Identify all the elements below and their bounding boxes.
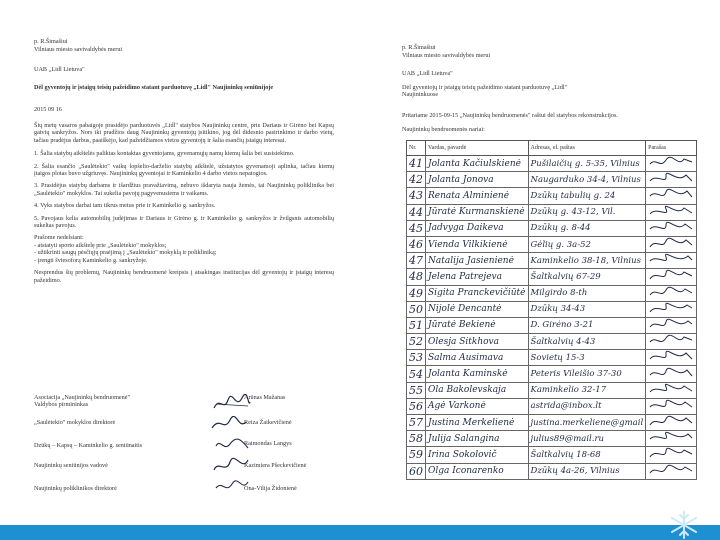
table-row [407,431,697,447]
signature-scribble [214,436,250,454]
row-number: 53 [407,350,426,366]
signature-scribble [648,447,694,460]
paragraph: 2. Šalia esančio „Saulėtekio" vaikų lopšelio-darželio statybų aikštelė, užstatytos gyvenamoji aplinka, tačiau kiemų įtaigos plotas buvo užgriuvęs. Naujininkų gyventojai ir Kaminkelio 4 darbo vietos nepatogios. [34,162,334,178]
signature-scribble [648,253,694,266]
signature-cell [646,415,697,431]
signature-cell [646,398,697,414]
paragraph: - užtikrinti saugų pėsčiųjų praėjimą į „Saulėtekio" mokyklą ir polikliniką; [34,249,217,257]
recipient-title: Vilniaus miesto savivaldybės merui [402,52,491,59]
signatory-role: Naujininkų poliklinikos direktorė [34,485,117,492]
row-number: 46 [407,236,426,252]
member-name: Olesja Sitkhova [426,334,529,350]
paragraph: Šių metų vasaros pabaigoje prasidėjo parduotuvės „Lidl" statybos Naujininkų centre, prie Dariaus ir Girėno bei Kapsų gatvių sankryžos. Nors iki pradžios daug Naujininkų gyventojų įsitikino, jog dėl didesnio pasirinkimo ir darbo vietų, tačiau pradėjus darbus, paaiškėjo, kad pažeidžiamos vietos gyventojų ir šalia esančių įstaigų interesai. [34,122,334,144]
member-address: julius89@mail.ru [528,431,646,447]
member-name: Justina Merkelienė [426,415,529,431]
company-line: UAB „Lidl Lietuva" [402,70,453,77]
letter-page [20,0,355,525]
column-header: Parašas [646,141,697,156]
member-address: Milgirdo 8-th [528,285,646,301]
signatory-name: Reiza Žaikevičienė [244,419,292,426]
table-row [407,382,697,398]
column-header: Vardas, pavardė [426,141,529,156]
signatory-name: Arūnas Mažanas [244,394,286,401]
signature-scribble [648,221,694,234]
sheet-heading: Dėl gyventojų ir įstaigų teisių pažeidimo statant parduotuvę „Lidl" Naujininkuose [402,84,568,99]
table-row [407,236,697,252]
signature-scribble [648,172,694,185]
member-name: Jadvyga Daikeva [426,220,529,236]
member-address: Peteris Vileišio 37-30 [528,366,646,382]
column-header: Nr. [407,141,426,156]
member-address: Sovietų 15-3 [528,350,646,366]
member-address: D. Girėno 3-21 [528,317,646,333]
member-name: Renata Alminienė [426,188,529,204]
member-address: Šaltkalvių 18-68 [528,447,646,463]
signature-cell [646,366,697,382]
company-line: UAB „Lidl Lietuva" [34,66,85,73]
signature-cell [646,301,697,317]
recipient-line: p. R.Šimašiui [402,44,436,51]
signature-cell [646,382,697,398]
letter-heading: Dėl gyventojų ir įstaigų teisių pažeidimo statant parduotuvę „Lidl" Naujininkų seniūnijoje [34,84,274,91]
signature-scribble [214,478,250,496]
table-row [407,398,697,414]
row-number: 55 [407,382,426,398]
row-number: 45 [407,220,426,236]
member-address: Šaltkalvių 67-29 [528,269,646,285]
row-number: 57 [407,415,426,431]
member-address: Dzūkų tabulių g. 24 [528,188,646,204]
member-address: astrida@inbox.lt [528,398,646,414]
member-address: Dzūkų g. 8-44 [528,220,646,236]
table-row [407,301,697,317]
table-row [407,253,697,269]
signature-scribble [648,367,694,380]
member-address: Šaltkalvių 4-43 [528,334,646,350]
member-name: Natalija Jasienienė [426,253,529,269]
signature-sheet [368,0,703,525]
signature-scribble [648,188,694,201]
row-number: 52 [407,334,426,350]
member-name: Jūratė Bekienė [426,317,529,333]
member-address: Pušilaičių g. 5-35, Vilnius [528,156,646,172]
table-row [407,220,697,236]
paragraph: - atstatyti sporto aikštelę prie „Saulėtekio" mokyklos; [34,241,167,249]
member-address: Kaminkelio 32-17 [528,382,646,398]
member-name: Jūratė Kurmanskienė [426,204,529,220]
row-number: 50 [407,301,426,317]
table-row [407,156,697,172]
member-address: justina.merkeliene@gmail [528,415,646,431]
paragraph: Nesprendus šių problemų, Naujininkų bendruomenė kreipsis į atsakingas institucijas dėl gyventojų ir įstaigų interesų pažeidimo. [34,269,334,284]
signature-cell [646,334,697,350]
member-name: Jolanta Kačiulskienė [426,156,529,172]
signature-scribble [212,394,252,414]
signatory-list [34,394,334,514]
member-name: Vienda Vilkikienė [426,236,529,252]
table-row [407,269,697,285]
signature-scribble [648,334,694,347]
recipient-line: p. R.Šimašiui [34,38,68,45]
member-address: Dzūkų g. 43-12, Vil. [528,204,646,220]
signature-cell [646,431,697,447]
column-header: Adresas, el. paštas [528,141,646,156]
row-number: 56 [407,398,426,414]
member-address: Kaminkelio 38-18, Vilnius [528,253,646,269]
row-number: 54 [407,366,426,382]
signatory-role: „Saulėtekio" mokyklos direktorė [34,419,116,426]
row-number: 48 [407,269,426,285]
row-number: 47 [407,253,426,269]
signature-cell [646,463,697,479]
member-name: Sigita Pranckevičiūtė [426,285,529,301]
signature-cell [646,253,697,269]
signature-scribble [648,205,694,218]
row-number: 60 [407,463,426,479]
row-number: 43 [407,188,426,204]
signature-cell [646,220,697,236]
signatory-name: Kazimiera Pšeckevičienė [244,462,307,469]
signatory-role: Naujininkų seniūnijos vadovė [34,462,108,469]
signature-scribble [648,156,694,169]
signature-scribble [648,318,694,331]
member-address: Dzūkų 34-43 [528,301,646,317]
table-row [407,172,697,188]
member-name: Agė Varkonė [426,398,529,414]
signature-cell [646,156,697,172]
paragraph: - įrengti šviesoforą Kaminkelio g. sankryžoje. [34,256,148,264]
member-name: Jolanta Jonova [426,172,529,188]
table-row [407,415,697,431]
signatory-name: Ona-Vilija Židonienė [244,485,297,492]
table-row [407,334,697,350]
table-row [407,447,697,463]
signature-cell [646,172,697,188]
signature-cell [646,236,697,252]
member-address: Gėlių g. 3a-52 [528,236,646,252]
signature-cell [646,269,697,285]
table-row [407,350,697,366]
signature-scribble [210,416,250,434]
member-name: Olga Iconarenko [426,463,529,479]
paragraph: 5. Pavojaus kelia automobilių judėjimas ir Dariaus ir Girėno g. ir Kaminkelio g. sankryžos ir žvilgsnis automobilių sukeltas pavojus. [34,214,334,230]
row-number: 59 [407,447,426,463]
table-header-row [407,141,697,156]
member-address: Naugarduko 34-4, Vilnius [528,172,646,188]
signature-cell [646,317,697,333]
signatory-role: Dzūkų – Kapsų – Kaminkelio g. seniūnaitis [34,442,143,449]
member-name: Julija Salangina [426,431,529,447]
signature-scribble [648,464,694,477]
signature-cell [646,447,697,463]
table-row [407,188,697,204]
paragraph: 4. Vyks statybos darbai tam tikrus metus prie ir Kaminkelio g. sankryžos. [34,202,216,210]
table-row [407,317,697,333]
paragraph: 1. Šalia statybų aikštelės paliktas kontaktas gyventojams, gyvenamųjų namų kiemų šalia bei susisiekimo. [34,150,295,158]
table-row [407,366,697,382]
signature-scribble [648,383,694,396]
table-row [407,204,697,220]
paragraph: 3. Prasidėjus statybų darbams ir išardžius pravažiavimą, nebuvo išdaryta nauja žemės, tai Naujininkų poliklinika bei „Saulėtekio" mokyklos. Tai sukelia pavojų pagyvenusiems ir vaikams. [34,182,334,197]
signature-scribble [212,456,250,476]
signatory-name: Raimondas Langys [244,440,292,447]
signature-cell [646,204,697,220]
member-name: Irina Sokolovič [426,447,529,463]
signature-scribble [648,431,694,444]
row-number: 51 [407,317,426,333]
snowflake-icon [666,510,702,540]
signature-cell [646,285,697,301]
footer-band [0,525,720,540]
row-number: 49 [407,285,426,301]
row-number: 42 [407,172,426,188]
signature-scribble [648,302,694,315]
member-name: Ola Bakolevskaja [426,382,529,398]
table-row [407,463,697,479]
signature-cell [646,188,697,204]
signature-scribble [648,415,694,428]
signature-scribble [648,350,694,363]
signature-scribble [648,399,694,412]
signature-table [406,140,697,480]
row-number: 44 [407,204,426,220]
signatory-role: Asociacija „Naujininkų bendruomenė" Valdybos pirmininkas [34,394,130,409]
recipient-title: Vilniaus miesto savivaldybės merui [34,46,123,53]
signature-scribble [648,286,694,299]
signature-cell [646,350,697,366]
member-name: Jolanta Kaminskė [426,366,529,382]
member-name: Salma Ausimava [426,350,529,366]
letter-date: 2015 09 16 [34,106,62,113]
community-members-label: Naujininkų bendruomenės nariai: [402,126,485,133]
row-number: 41 [407,156,426,172]
paragraph: Prašome nedelsiant: [34,234,84,242]
member-address: Dzūkų 4a-26, Vilnius [528,463,646,479]
member-name: Nijolė Dencantė [426,301,529,317]
letter-body [34,122,334,284]
row-number: 58 [407,431,426,447]
member-name: Jelena Patrejeva [426,269,529,285]
signature-scribble [648,269,694,282]
signature-scribble [648,237,694,250]
table-row [407,285,697,301]
endorsement-line: Pritariame 2015-09-15 „Naujininkų bendruomenės" raštui dėl statybos rekonstrukcijos. [402,112,618,119]
